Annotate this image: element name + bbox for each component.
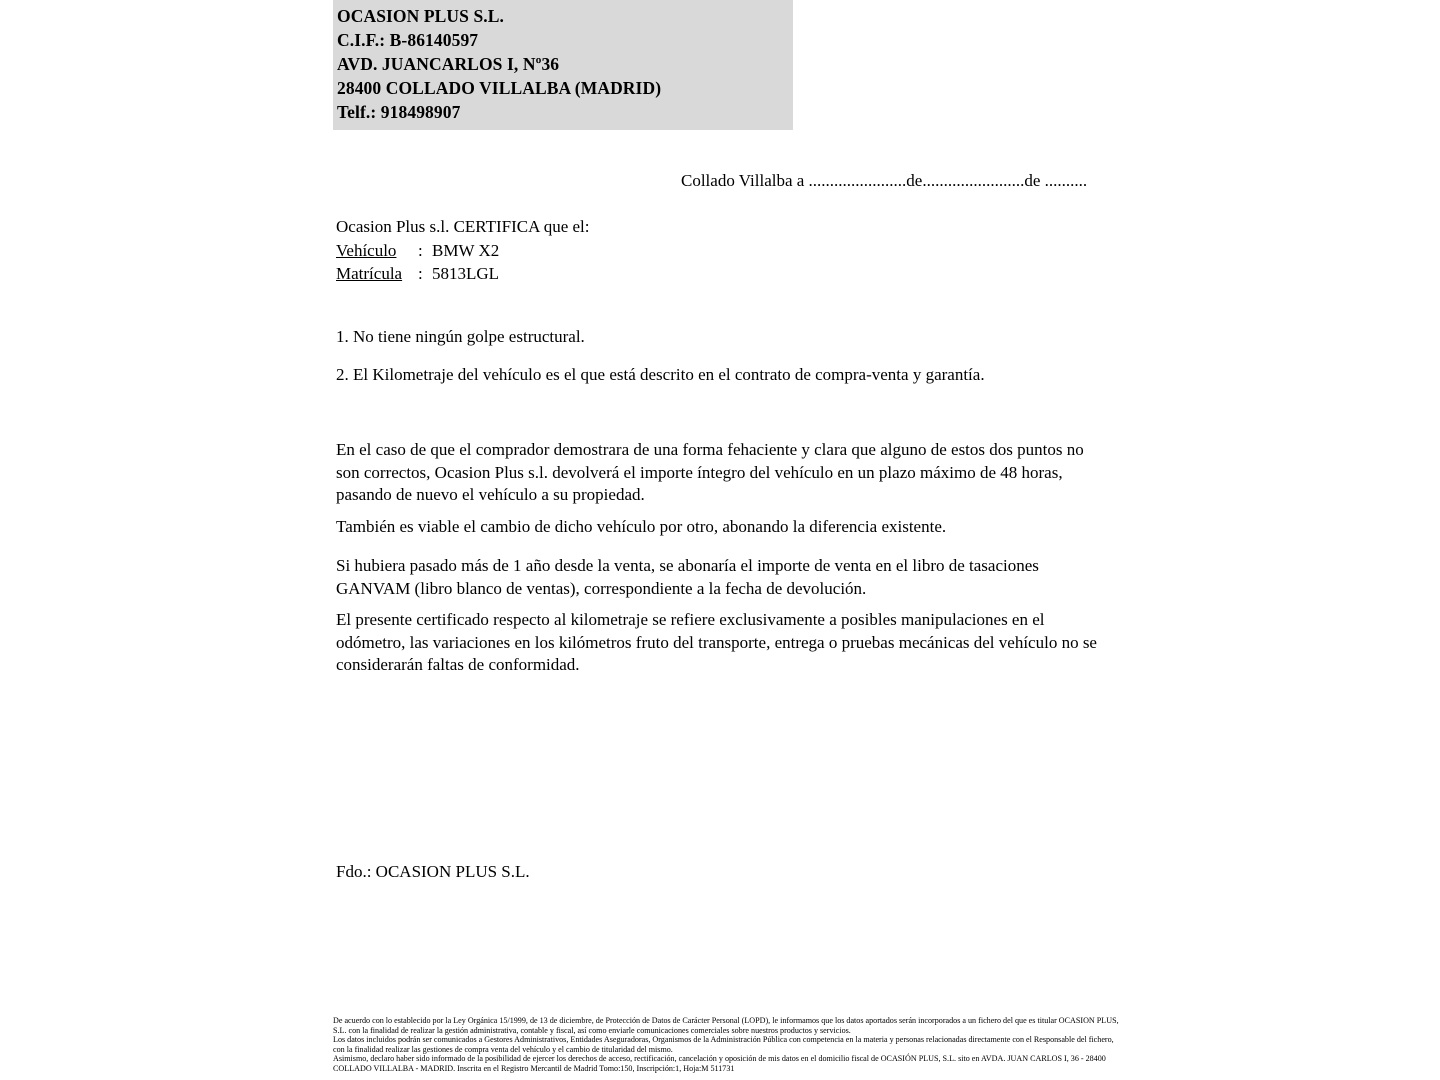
certification-intro: Ocasion Plus s.l. CERTIFICA que el: <box>336 217 590 236</box>
body-paragraph-2: También es viable el cambio de dicho vehículo por otro, abonando la diferencia existente. <box>336 517 947 536</box>
plate-row <box>336 262 590 286</box>
legal-paragraph-1: De acuerdo con lo establecido por la Ley Orgánica 15/1999, de 13 de diciembre, de Protección de Datos de Carácter Personal (LOPD), le informamos que los datos aportados serán incorporados a un fichero del que es titular OCASION PLUS, S.L. con la finalidad de realizar la gestión administrativa, contable y fiscal, así como enviarle comunicaciones comerciales sobre nuestros productos y servicios. <box>333 1016 1119 1035</box>
letterhead-cif: C.I.F.: B-86140597 <box>337 30 479 50</box>
vehicle-label: Vehículo <box>336 240 397 260</box>
body-paragraph-3: Si hubiera pasado más de 1 año desde la venta, se abonaría el importe de venta en el libro de tasaciones GANVAM (libro blanco de ventas), correspondiente a la fecha de devolución. <box>336 556 1039 598</box>
vehicle-separator: : <box>418 240 423 260</box>
letterhead-city: 28400 COLLADO VILLALBA (MADRID) <box>337 78 662 98</box>
letterhead-company-name: OCASION PLUS S.L. <box>337 6 505 26</box>
legal-paragraph-3: Asimismo, declaro haber sido informado de la posibilidad de ejercer los derechos de acceso, rectificación, cancelación y oposición de mis datos en el domicilio fiscal de OCASIÓN PLUS, S.L. sito en AVDA. JUAN CARLOS I, 36 - 28400 COLLADO VILLALBA - MADRID. Inscrita en el Registro Mercantil de Madrid Tomo:150, Inscripción:1, Hoja:M 511731 <box>333 1054 1106 1073</box>
date-line: Collado Villalba a .......................de........................de .......... <box>681 171 1088 190</box>
legal-paragraph-2: Los datos incluidos podrán ser comunicados a Gestores Administrativos, Entidades Aseguradoras, Organismos de la Administración Pública con competencia en la materia y personas relacionadas directamente con el Responsable del fichero, con la finalidad realizar las gestiones de compra venta del vehículo y el cambio de titularidad del mismo. <box>333 1035 1114 1054</box>
letterhead-street: AVD. JUANCARLOS I, Nº36 <box>337 54 560 74</box>
letterhead-block <box>333 0 793 130</box>
vehicle-row <box>336 239 590 263</box>
plate-value: 5813LGL <box>432 264 500 283</box>
plate-separator: : <box>418 264 423 283</box>
signature-line: Fdo.: OCASION PLUS S.L. <box>336 862 530 881</box>
vehicle-value: BMW X2 <box>432 240 500 260</box>
body-paragraph-1: En el caso de que el comprador demostrara de una forma fehaciente y clara que alguno de estos dos puntos no son correctos, Ocasion Plus s.l. devolverá el importe íntegro del vehículo en un plazo máximo de 48 horas, pasando de nuevo el vehículo a su propiedad. <box>336 440 1084 504</box>
letterhead-phone: Telf.: 918498907 <box>337 102 461 122</box>
certification-block <box>336 215 590 286</box>
legal-footer <box>333 1016 1123 1074</box>
plate-label: Matrícula <box>336 264 403 283</box>
body-paragraph-4: El presente certificado respecto al kilometraje se refiere exclusivamente a posibles manipulaciones en el odómetro, las variaciones en los kilómetros fruto del transporte, entrega o pruebas mecánicas del vehículo no se considerarán faltas de conformidad. <box>336 610 1097 674</box>
point-item-2: 2. El Kilometraje del vehículo es el que está descrito en el contrato de compra-venta y garantía. <box>336 365 985 384</box>
point-item-1: 1. No tiene ningún golpe estructural. <box>336 327 585 346</box>
